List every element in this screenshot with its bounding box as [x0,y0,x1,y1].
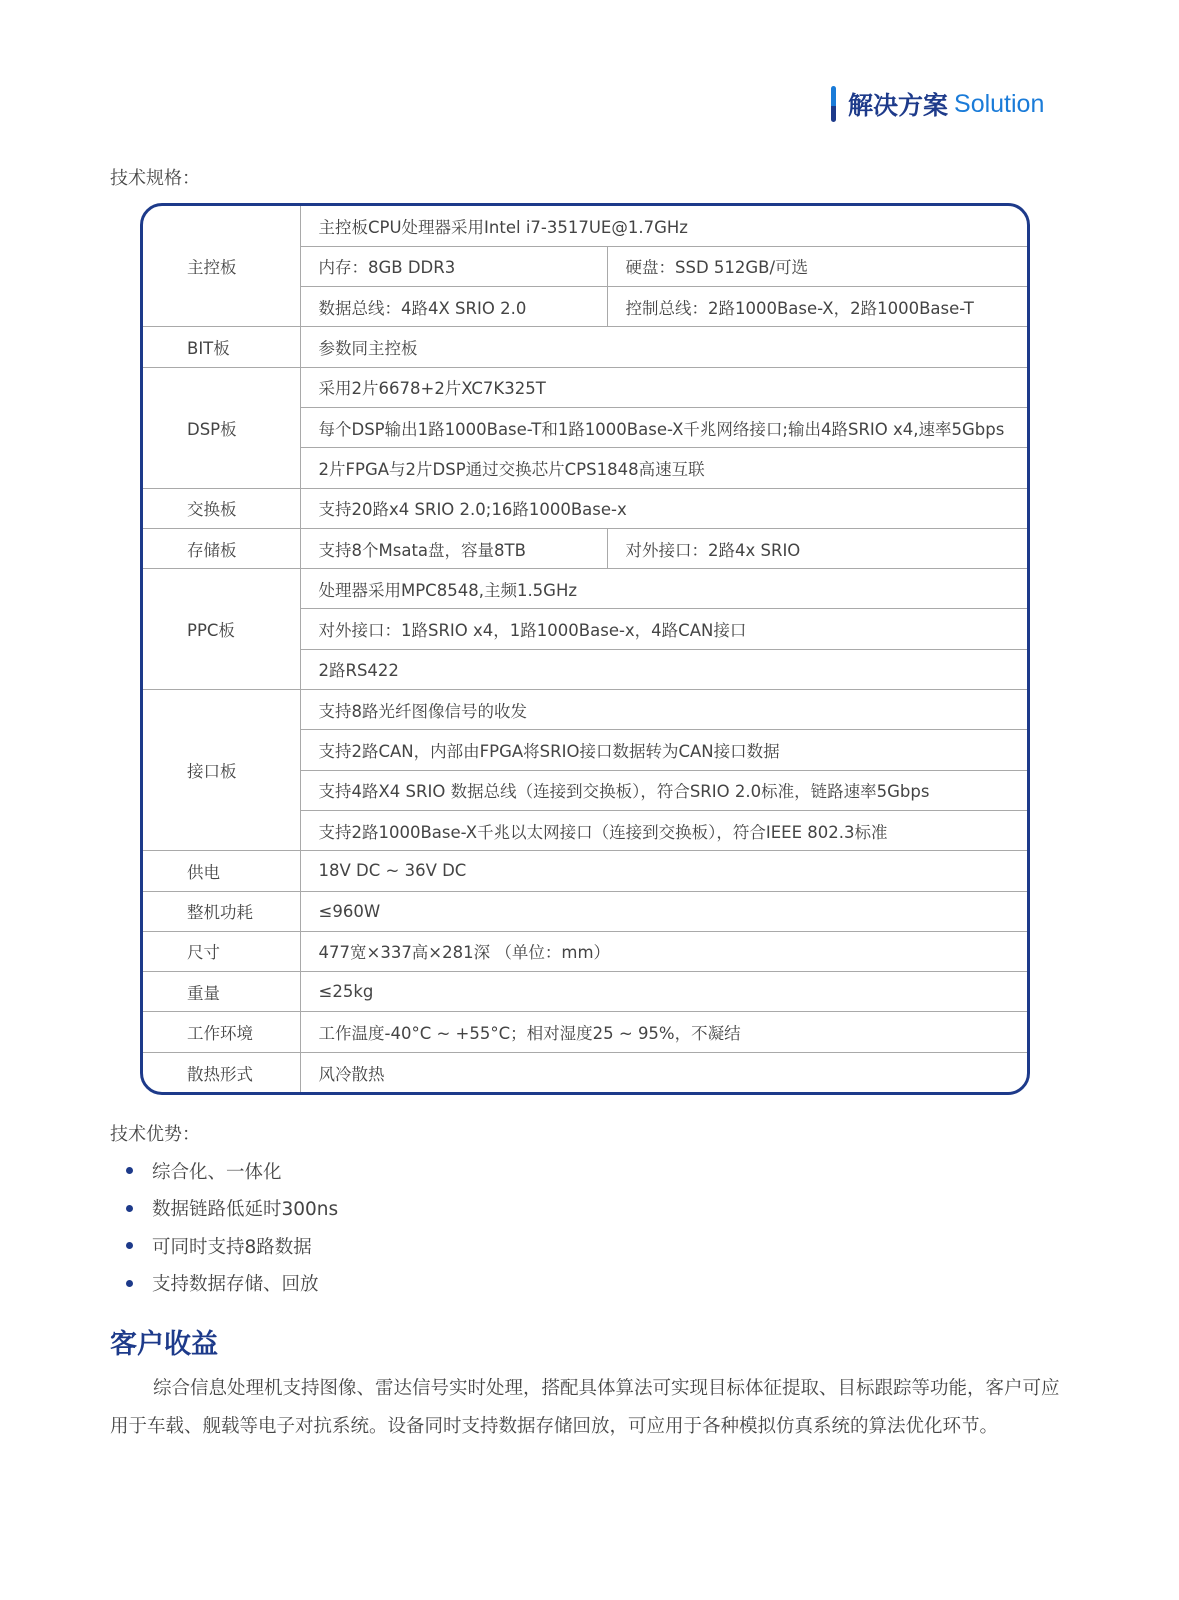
spec-cell: 工作温度-40°C ~ +55°C；相对湿度25 ~ 95%，不凝结 [300,1012,1027,1052]
header-title-en: Solution [954,89,1045,118]
spec-row [143,488,1027,528]
spec-table-frame [140,203,1030,1095]
spec-title: 技术规格： [110,168,200,189]
benefits-title: 客户收益 [110,1329,218,1360]
spec-cell: 支持8个Msata盘，容量8TB [300,528,607,568]
spec-row [143,327,1027,367]
spec-cell: 477宽×337高×281深 （单位：mm） [300,931,1027,971]
spec-row [143,569,1027,609]
spec-row-label: 交换板 [143,488,300,528]
spec-cell: 对外接口：2路4x SRIO [607,528,1027,568]
bullet-icon [126,1280,133,1287]
spec-cell: 数据总线：4路4X SRIO 2.0 [300,287,607,327]
spec-row [143,1012,1027,1052]
spec-row-label: DSP板 [143,367,300,488]
spec-row [143,206,1027,246]
list-item [126,1190,338,1228]
spec-cell: 对外接口：1路SRIO x4，1路1000Base-x，4路CAN接口 [300,609,1027,649]
spec-row [143,367,1027,407]
spec-row-label: 接口板 [143,690,300,851]
spec-cell: 支持8路光纤图像信号的收发 [300,690,1027,730]
spec-row-label: 重量 [143,972,300,1012]
list-item [126,1227,338,1265]
spec-cell: 支持2路CAN，内部由FPGA将SRIO接口数据转为CAN接口数据 [300,730,1027,770]
spec-row-label: 散热形式 [143,1052,300,1092]
spec-cell: 处理器采用MPC8548,主频1.5GHz [300,569,1027,609]
spec-row-label: BIT板 [143,327,300,367]
bullet-icon [126,1242,133,1249]
spec-row [143,891,1027,931]
spec-row [143,972,1027,1012]
spec-table [143,206,1027,1093]
spec-cell: 支持4路X4 SRIO 数据总线（连接到交换板），符合SRIO 2.0标准，链路速率5Gbps [300,770,1027,810]
spec-row [143,528,1027,568]
spec-cell: ≤25kg [300,972,1027,1012]
spec-cell: 主控板CPU处理器采用Intel i7-3517UE@1.7GHz [300,206,1027,246]
benefits-text: 综合信息处理机支持图像、雷达信号实时处理，搭配具体算法可实现目标体征提取、目标跟踪等功能，客户可应用于车载、舰载等电子对抗系统。设备同时支持数据存储回放，可应用于各种模拟仿真系统的算法优化环节。 [110,1378,1060,1437]
spec-cell: 每个DSP输出1路1000Base-T和1路1000Base-X千兆网络接口;输出4路SRIO x4,速率5Gbps [300,407,1027,447]
advantages-list [126,1152,338,1302]
list-item-text: 数据链路低延时300ns [152,1199,339,1221]
list-item [126,1265,338,1303]
spec-cell: 支持2路1000Base-X千兆以太网接口（连接到交换板），符合IEEE 802.3标准 [300,810,1027,850]
spec-cell: 硬盘：SSD 512GB/可选 [607,246,1027,286]
bullet-icon [126,1205,133,1212]
spec-row [143,851,1027,891]
spec-row-label: 主控板 [143,206,300,327]
spec-row-label: 尺寸 [143,931,300,971]
spec-row [143,690,1027,730]
spec-row-label: 工作环境 [143,1012,300,1052]
spec-row-label: 存储板 [143,528,300,568]
list-item-text: 综合化、一体化 [152,1161,282,1183]
list-item-text: 支持数据存储、回放 [152,1274,319,1296]
spec-cell: 2片FPGA与2片DSP通过交换芯片CPS1848高速互联 [300,448,1027,488]
list-item [126,1152,338,1190]
spec-cell: 风冷散热 [318,1064,385,1084]
spec-cell: 内存：8GB DDR3 [300,246,607,286]
section-header [831,86,1044,122]
spec-row [143,1052,1027,1092]
spec-cell: ≤960W [300,891,1027,931]
advantages-title: 技术优势： [110,1124,200,1145]
spec-cell: 采用2片6678+2片XC7K325T [300,367,1027,407]
spec-cell: 2路RS422 [300,649,1027,689]
header-accent-bar [831,86,836,122]
list-item-text: 可同时支持8路数据 [152,1236,312,1258]
spec-cell: 参数同主控板 [300,327,1027,367]
header-title-cn: 解决方案 [848,91,949,120]
spec-cell: 支持20路x4 SRIO 2.0;16路1000Base-x [300,488,1027,528]
spec-row-label: PPC板 [143,569,300,690]
spec-cell: 18V DC ~ 36V DC [300,851,1027,891]
spec-row [143,931,1027,971]
spec-cell: 控制总线：2路1000Base-X，2路1000Base-T [607,287,1027,327]
spec-row-label: 供电 [143,851,300,891]
spec-row-label: 整机功耗 [143,891,300,931]
bullet-icon [126,1167,133,1174]
